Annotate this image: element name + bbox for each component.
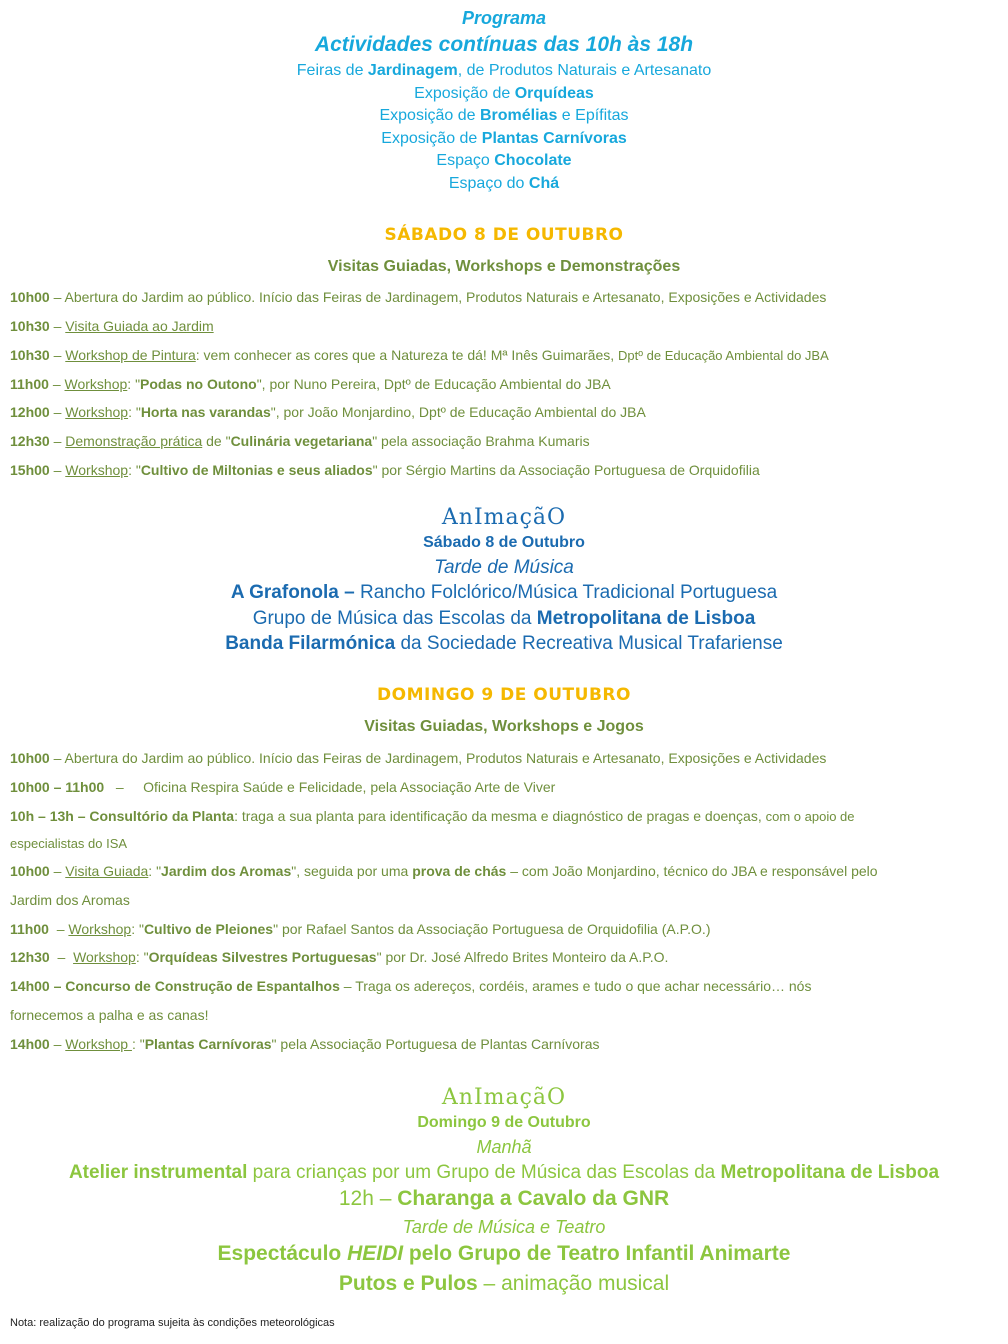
visita-guiada-link[interactable]: Visita Guiada ao Jardim (65, 318, 214, 334)
sun-event-7: 14h00 – Concurso de Construção de Espantalhos – Traga os adereços, cordéis, arames e tudo o que achar necessário… nós (10, 978, 812, 994)
sun-event-5: 11h00 – Workshop: "Cultivo de Pleiones" por Rafael Santos da Associação Portuguesa de Orquidofilia (A.P.O.) (10, 921, 711, 937)
animacao-sat-line1: A Grafonola – Rancho Folclórico/Música Tradicional Portuguesa (230, 582, 778, 603)
animacao-sat-tarde: Tarde de Música (434, 557, 574, 578)
sunday-heading: DOMINGO 9 DE OUTUBRO (377, 685, 631, 705)
animacao-heading-sunday: AnImaçãO (441, 1085, 567, 1110)
demonstracao-link[interactable]: Demonstração prática (65, 433, 203, 449)
sun-event-3-cont: especialistas do ISA (10, 836, 128, 851)
sat-event-7: 15h00 – Workshop: "Cultivo de Miltonias e seus aliados" por Sérgio Martins da Associação Portuguesa de Orquidofilia (10, 462, 760, 478)
animacao-sun-line2: 12h – Charanga a Cavalo da GNR (338, 1187, 670, 1210)
sat-event-3: 10h30 – Workshop de Pintura: vem conhecer as cores que a Natureza te dá! Mª Inês Guimarães, Dptº de Educação Ambiental do JBA (10, 347, 829, 363)
header-line-bromelias: Exposição de Bromélias e Epífitas (379, 107, 629, 124)
sun-event-8: 14h00 – Workshop : "Plantas Carnívoras" pela Associação Portuguesa de Plantas Carnívoras (10, 1036, 600, 1052)
sat-event-6: 12h30 – Demonstração prática de "Culinária vegetariana" pela associação Brahma Kumaris (10, 433, 590, 449)
animacao-sun-line1: Atelier instrumental para crianças por um Grupo de Música das Escolas da Metropolitana de Lisboa (68, 1162, 940, 1183)
sat-event-5: 12h00 – Workshop: "Horta nas varandas", por João Monjardino, Dptº de Educação Ambiental do JBA (10, 404, 646, 420)
sun-event-2: 10h00 – 11h00 – Oficina Respira Saúde e Felicidade, pela Associação Arte de Viver (10, 779, 556, 795)
sun-event-3: 10h – 13h – Consultório da Planta: traga a sua planta para identificação da mesma e diagnóstico de pragas e doenças, com o apoio de (10, 808, 855, 824)
workshop-pintura-link[interactable]: Workshop de Pintura (65, 347, 196, 363)
animacao-sun-line3: Espectáculo HEIDI pelo Grupo de Teatro Infantil Animarte (217, 1242, 791, 1265)
workshop-link[interactable]: Workshop (64, 376, 128, 392)
workshop-link[interactable]: Workshop (65, 404, 129, 420)
header-line-cha: Espaço do Chá (448, 175, 560, 192)
animacao-sat-line2: Grupo de Música das Escolas da Metropolitana de Lisboa (252, 608, 756, 629)
saturday-heading: SÁBADO 8 DE OUTUBRO (384, 225, 624, 245)
header-line-orquideas: Exposição de Orquídeas (414, 85, 594, 102)
sat-event-1: 10h00 – Abertura do Jardim ao público. Início das Feiras de Jardinagem, Produtos Naturais e Artesanato, Exposições e Actividades (10, 289, 827, 305)
header-line-chocolate: Espaço Chocolate (436, 152, 572, 169)
animacao-sun-tarde: Tarde de Música e Teatro (402, 1217, 606, 1237)
sat-event-2: 10h30 – Visita Guiada ao Jardim (10, 318, 214, 334)
sun-event-6: 12h30 – Workshop: "Orquídeas Silvestres Portuguesas" por Dr. José Alfredo Brites Monteiro da A.P.O. (10, 949, 669, 965)
sunday-subtitle: Visitas Guiadas, Workshops e Jogos (364, 718, 644, 735)
animacao-sat-date: Sábado 8 de Outubro (423, 534, 585, 551)
animacao-sun-manha: Manhã (476, 1137, 532, 1157)
animacao-heading-saturday: AnImaçãO (441, 505, 567, 530)
header-line-feiras: Feiras de Jardinagem, de Produtos Naturais e Artesanato (296, 62, 712, 79)
sun-event-7-cont: fornecemos a palha e as canas! (10, 1007, 209, 1023)
sun-event-1: 10h00 – Abertura do Jardim ao público. Início das Feiras de Jardinagem, Produtos Naturais e Artesanato, Exposições e Actividades (10, 750, 827, 766)
workshop-link[interactable]: Workshop (68, 921, 132, 937)
footnote: Nota: realização do programa sujeita às condições meteorológicas (10, 1317, 335, 1329)
animacao-sat-line3: Banda Filarmónica da Sociedade Recreativa Musical Trafariense (225, 633, 783, 654)
header-line-carnivoras: Exposição de Plantas Carnívoras (381, 130, 627, 147)
sun-event-4-cont: Jardim dos Aromas (10, 892, 130, 908)
sat-event-4: 11h00 – Workshop: "Podas no Outono", por Nuno Pereira, Dptº de Educação Ambiental do JBA (10, 376, 611, 392)
sun-event-4: 10h00 – Visita Guiada: "Jardim dos Aromas", seguida por uma prova de chás – com João Monjardino, técnico do JBA e responsável pelo (10, 863, 878, 879)
workshop-link[interactable]: Workshop (73, 949, 136, 965)
programa-title: Programa (461, 8, 547, 28)
visita-guiada-link[interactable]: Visita Guiada (65, 863, 149, 879)
animacao-sun-date: Domingo 9 de Outubro (417, 1114, 591, 1131)
animacao-sun-line4: Putos e Pulos – animação musical (338, 1272, 670, 1295)
workshop-link[interactable]: Workshop (65, 1036, 132, 1052)
continuous-activities: Actividades contínuas das 10h às 18h (314, 33, 694, 56)
saturday-subtitle: Visitas Guiadas, Workshops e Demonstrações (327, 258, 681, 275)
workshop-link[interactable]: Workshop (65, 462, 129, 478)
